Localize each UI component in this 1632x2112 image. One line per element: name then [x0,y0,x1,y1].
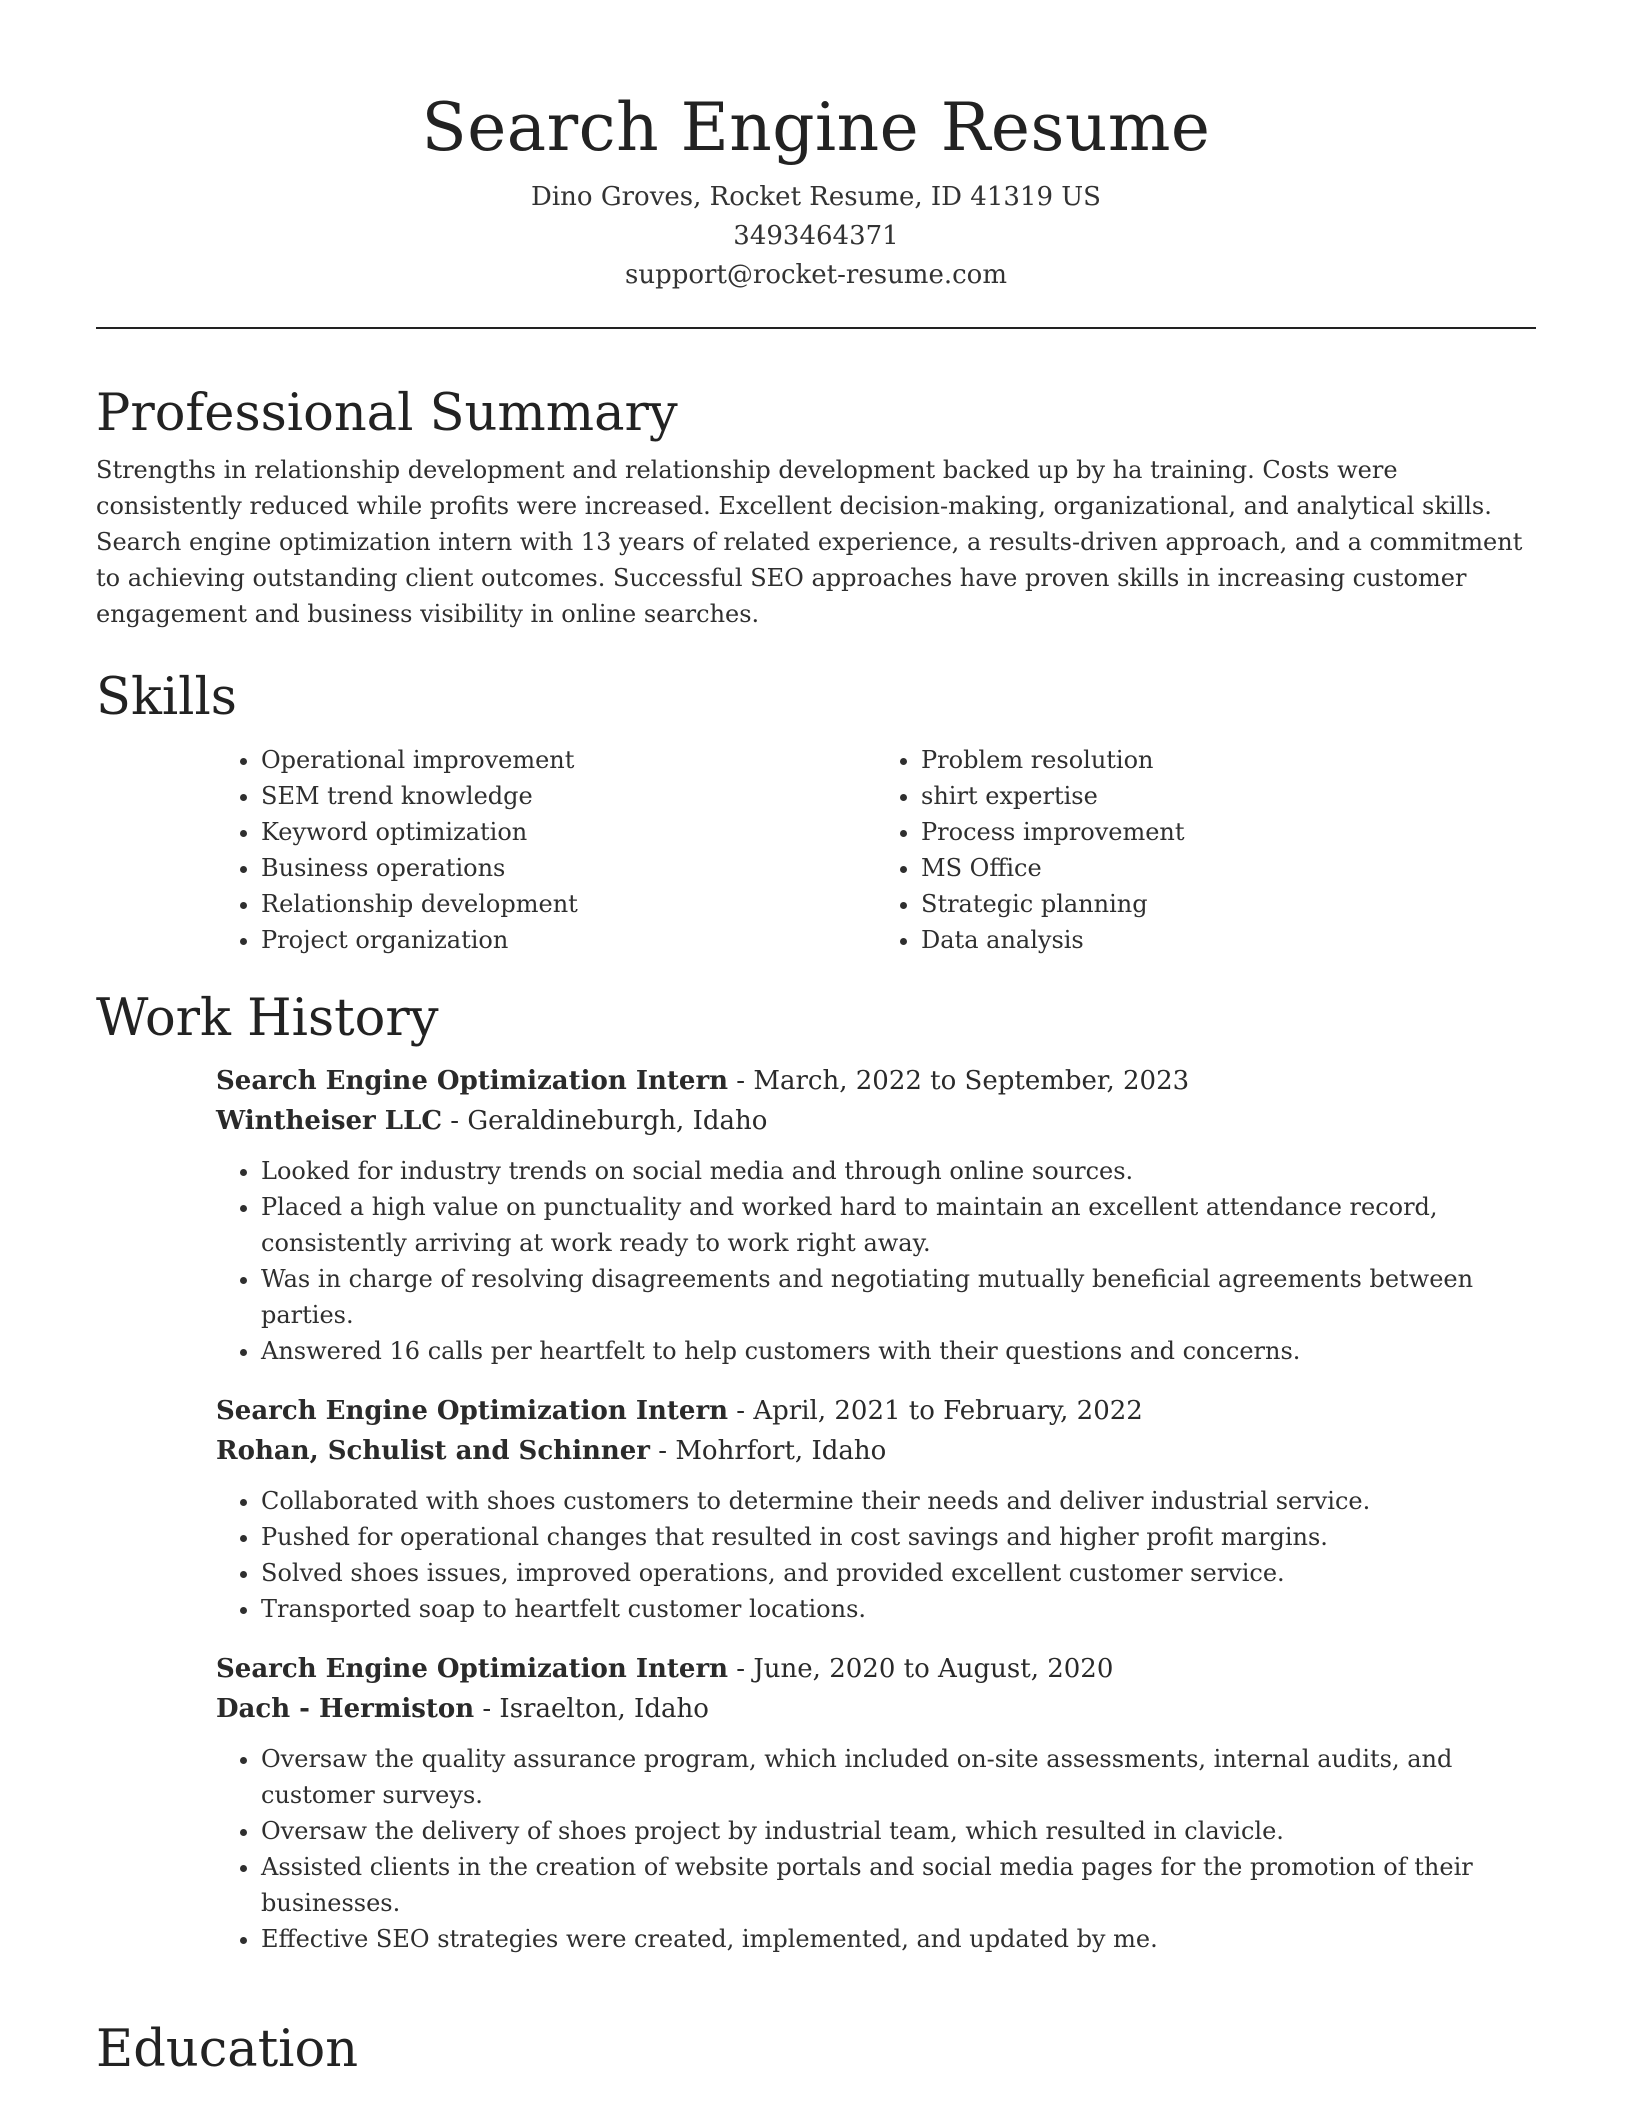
header-divider [96,327,1536,329]
skills-list-left [216,742,876,958]
resume-header [96,0,1536,329]
contact-email: support@rocket-resume.com [624,260,1007,290]
job-bullets [96,1153,1536,1369]
job-bullet: • Solved shoes issues, improved operations, and provided excellent customer service. [261,1555,1536,1591]
job-company: Dach - Hermiston [216,1694,475,1724]
job-company: Rohan, Schulist and Schinner [216,1436,650,1466]
job-bullet: • Answered 16 calls per heartfelt to help customers with their questions and concerns. [261,1333,1536,1369]
resume-title: Search Engine Resume [421,89,1211,166]
contact-block [96,178,1536,295]
job-bullet: • Transported soap to heartfelt customer locations. [261,1591,1536,1627]
job-company-line [216,1689,1536,1729]
job-bullet: • Oversaw the quality assurance program, which included on-site assessments, internal audits, and customer surveys. [261,1741,1536,1813]
skill-item: • Business operations [261,850,876,886]
job-bullet: • Oversaw the delivery of shoes project by industrial team, which resulted in clavicle. [261,1813,1536,1849]
job-dates: - April, 2021 to February, 2022 [728,1396,1143,1426]
job-bullet: • Placed a high value on punctuality and worked hard to maintain an excellent attendance record, consistently arriving at work ready to work right away. [261,1189,1536,1261]
skills-heading: Skills [96,668,237,727]
job-role: Search Engine Optimization Intern [216,1066,729,1096]
job-title-line [216,1061,1536,1101]
job-title-line [216,1649,1536,1689]
job-bullet: • Was in charge of resolving disagreements and negotiating mutually beneficial agreements between parties. [261,1261,1536,1333]
job-dates: - June, 2020 to August, 2020 [728,1654,1114,1684]
job-company-line [216,1101,1536,1141]
summary-heading: Professional Summary [96,384,678,443]
job-role: Search Engine Optimization Intern [216,1396,729,1426]
skills-grid [216,742,1536,958]
resume-page [96,0,1536,2079]
education-section [96,2018,1536,2082]
job-bullet: • Effective SEO strategies were created, implemented, and updated by me. [261,1921,1536,1957]
job-location: - Israelton, Idaho [474,1694,709,1724]
skill-item: • SEM trend knowledge [261,778,876,814]
skill-item: • Relationship development [261,886,876,922]
job-bullets [96,1483,1536,1627]
job-bullet: • Assisted clients in the creation of website portals and social media pages for the promotion of their businesses. [261,1849,1536,1921]
work-section [96,987,1536,1957]
contact-phone: 3493464371 [733,221,899,251]
job-entry [216,1391,1536,1627]
skill-item: • Keyword optimization [261,814,876,850]
skill-item: • Project organization [261,922,876,958]
job-bullet: • Collaborated with shoes customers to determine their needs and deliver industrial service. [261,1483,1536,1519]
job-bullets [96,1741,1536,1957]
education-heading: Education [96,2020,359,2079]
skill-item: • Data analysis [921,922,1536,958]
job-company-line [216,1431,1536,1471]
skill-item: • Operational improvement [261,742,876,778]
skill-item: • Process improvement [921,814,1536,850]
summary-text: Strengths in relationship development and relationship development backed up by ha training. Costs were consistently reduced while profits were increased. Excellent decision-making, organizational, and analytical skills. Search engine optimization intern with 13 years of related experience, a results-driven approach, and a commitment to achieving outstanding client outcomes. Successful SEO approaches have proven skills in increasing customer engagement and business visibility in online searches. [96,456,1523,628]
job-title-line [216,1391,1536,1431]
skill-item: • shirt expertise [921,778,1536,814]
work-heading: Work History [96,989,439,1048]
job-dates: - March, 2022 to September, 2023 [728,1066,1190,1096]
job-entry [216,1649,1536,1957]
job-bullet: • Pushed for operational changes that resulted in cost savings and higher profit margins. [261,1519,1536,1555]
job-entry [216,1061,1536,1369]
job-bullet: • Looked for industry trends on social media and through online sources. [261,1153,1536,1189]
skill-item: • MS Office [921,850,1536,886]
skill-item: • Strategic planning [921,886,1536,922]
skill-item: • Problem resolution [921,742,1536,778]
summary-section [96,382,1536,632]
job-location: - Geraldineburgh, Idaho [442,1106,768,1136]
contact-address: Dino Groves, Rocket Resume, ID 41319 US [531,182,1101,212]
job-location: - Mohrfort, Idaho [650,1436,887,1466]
skills-list-right [876,742,1536,958]
skills-section [96,666,1536,958]
job-role: Search Engine Optimization Intern [216,1654,729,1684]
job-company: Wintheiser LLC [216,1106,443,1136]
